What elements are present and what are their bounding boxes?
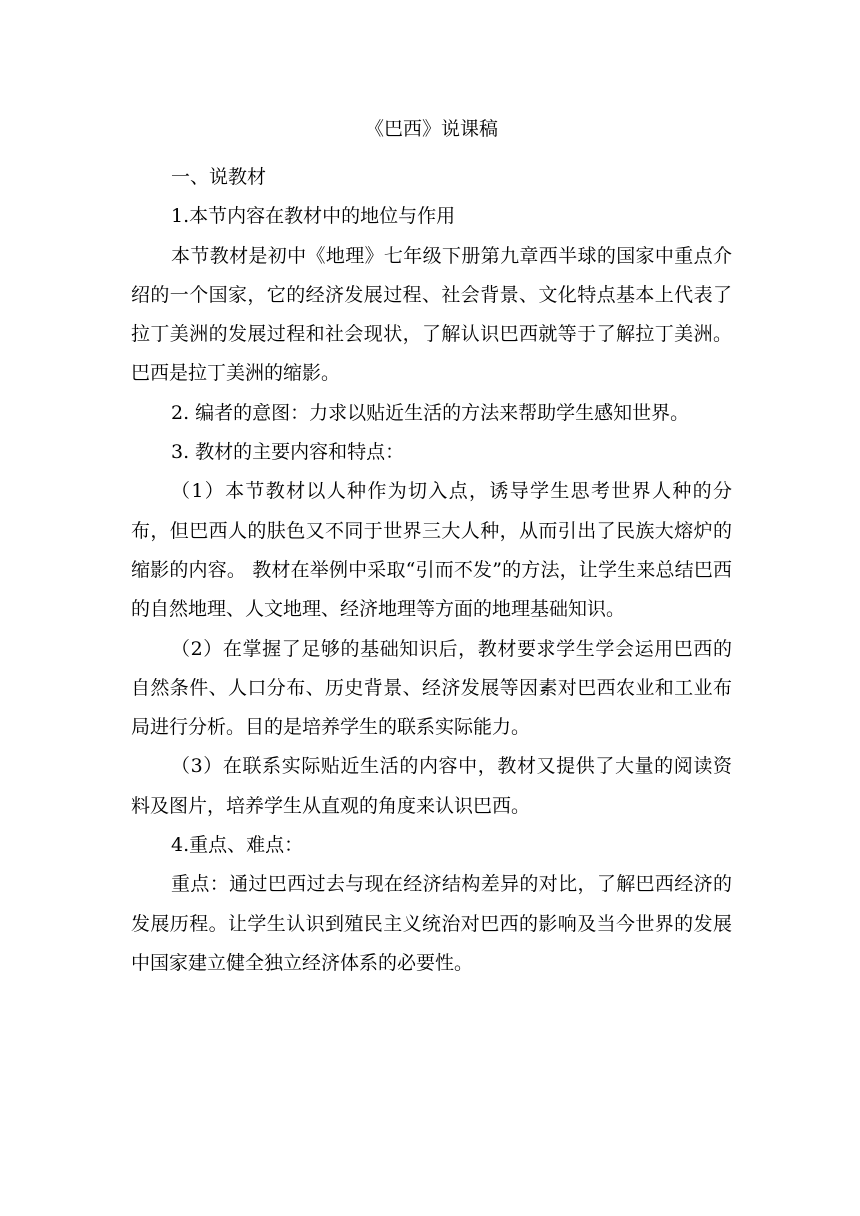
paragraph-point-1: （1）本节教材以人种作为切入点，诱导学生思考世界人种的分布，但巴西人的肤色又不同于世界三大人种，从而引出了民族大熔炉的缩影的内容。 教材在举例中采取“引而不发”的方法，让学生来总结巴西的自然地理、人文地理、经济地理等方面的地理基础知识。 — [131, 480, 732, 621]
paragraph-textbook-overview: 本节教材是初中《地理》七年级下册第九章西半球的国家中重点介绍的一个国家，它的经济发展过程、社会背景、文化特点基本上代表了拉丁美洲的发展过程和社会现状，了解认识巴西就等于了解拉丁美洲。巴西是拉丁美洲的缩影。 — [131, 244, 732, 385]
subheading-key-points: 4.重点、难点： — [171, 834, 304, 857]
paragraph-editor-intent: 2. 编者的意图：力求以贴近生活的方法来帮助学生感知世界。 — [171, 401, 690, 424]
document-title: 《巴西》说课稿 — [364, 118, 498, 140]
paragraph-point-2: （2）在掌握了足够的基础知识后，教材要求学生学会运用巴西的自然条件、人口分布、历史背景、经济发展等因素对巴西农业和工业布局进行分析。目的是培养学生的联系实际能力。 — [131, 637, 732, 739]
subheading-main-content: 3. 教材的主要内容和特点： — [171, 441, 405, 464]
subheading-position-and-role: 1.本节内容在教材中的地位与作用 — [171, 205, 456, 228]
paragraph-point-3: （3）在联系实际贴近生活的内容中，教材又提供了大量的阅读资料及图片，培养学生从直观的角度来认识巴西。 — [131, 755, 732, 817]
section-heading-teaching-material: 一、说教材 — [171, 166, 267, 188]
paragraph-key-point: 重点：通过巴西过去与现在经济结构差异的对比，了解巴西经济的发展历程。让学生认识到殖民主义统治对巴西的影响及当今世界的发展中国家建立健全独立经济体系的必要性。 — [131, 873, 732, 974]
